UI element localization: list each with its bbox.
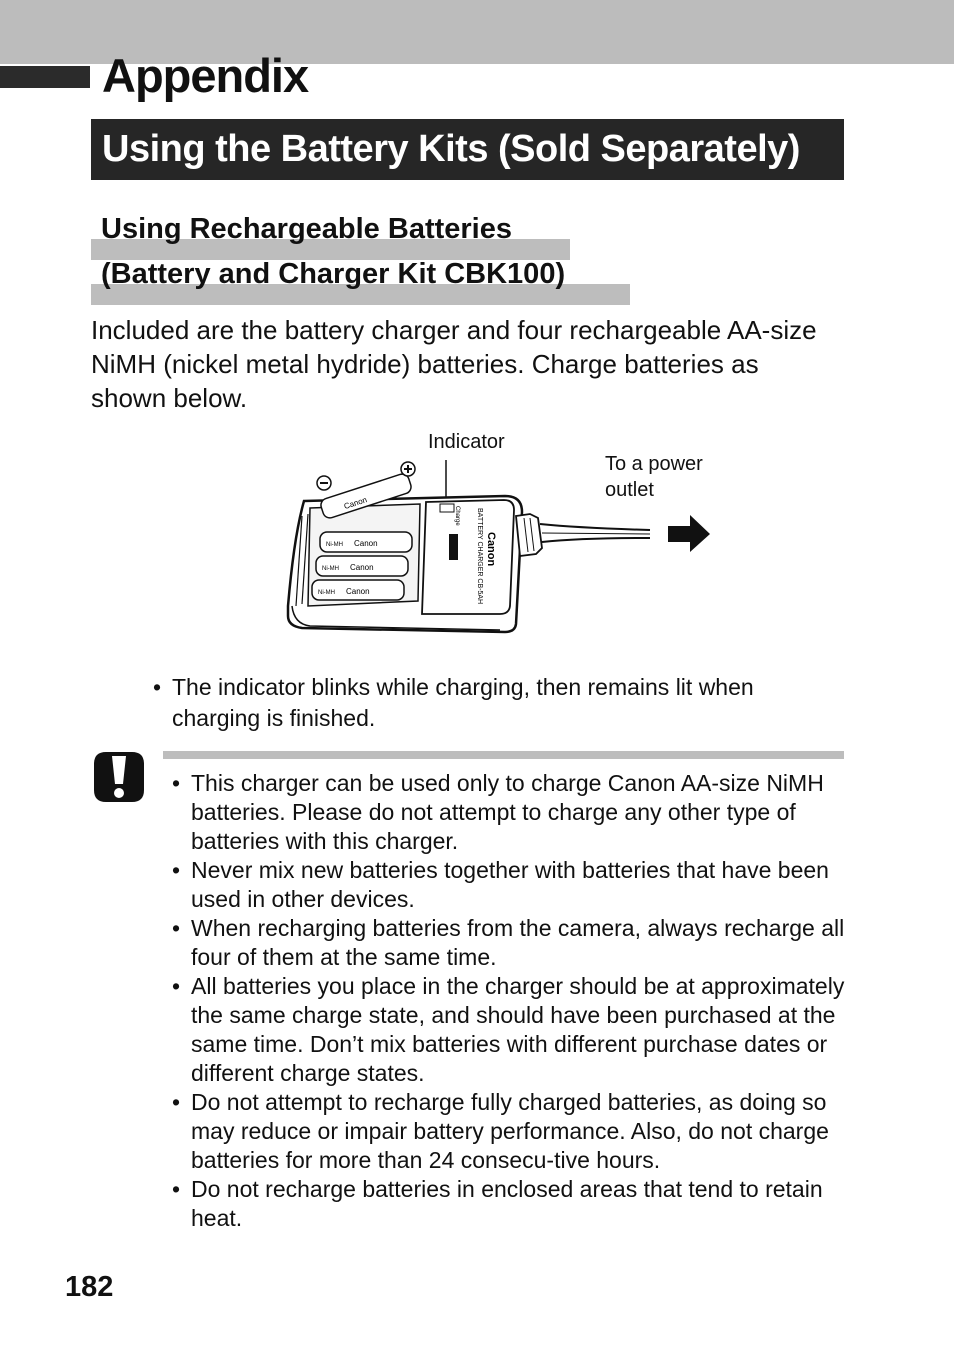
svg-text:Canon: Canon [350,563,374,572]
minus-polarity-icon [317,476,331,490]
svg-text:Canon: Canon [342,495,369,512]
list-item: • Do not recharge batteries in enclosed areas that tend to retain heat. [172,1176,823,1231]
charger-brand-text: Canon [485,532,497,567]
subsection-title-line-1: Using Rechargeable Batteries [91,214,512,260]
battery [320,532,412,552]
section-title: Using the Battery Kits (Sold Separately) [91,119,844,180]
svg-text:Canon: Canon [354,539,378,548]
svg-text:Canon: Canon [346,587,370,596]
charge-text: Charge [454,506,460,526]
indicator-label: Indicator [428,431,505,453]
list-item: • Do not attempt to recharge fully charged batteries, as doing so may reduce or impair battery performance. Also, do not charge batteries for more than 24 consecu-tive hours. [172,1089,829,1173]
battery [316,556,408,576]
page-number: 182 [65,1271,114,1303]
svg-text:Ni-MH: Ni-MH [318,590,335,596]
list-item: • All batteries you place in the charger should be at approximately the same charge state, and should have been purchased at the same time. Don’t mix batteries with different purchase dates or different charge states. [172,973,845,1086]
list-item: • This charger can be used only to charge Canon AA-size NiMH batteries. Please do not attempt to charge any other type of batteries with this charger. [172,770,824,854]
battery [312,580,404,600]
outlet-label: To a power outlet [605,453,703,501]
charger-model-text: BATTERY CHARGER CB-5AH [476,508,483,605]
bullet-glyph: • [153,674,162,700]
indicator-note: • The indicator blinks while charging, then remains lit when charging is finished. [153,674,754,731]
svg-text:Ni-MH: Ni-MH [326,542,343,548]
page-title: Appendix [102,49,309,102]
svg-text:Ni-MH: Ni-MH [322,566,339,572]
list-item: • When recharging batteries from the camera, always recharge all four of them at the same time. [172,915,845,970]
list-item: • Never mix new batteries together with batteries that have been used in other devices. [172,857,829,912]
intro-paragraph: Included are the battery charger and four rechargeable AA-size NiMH (nickel metal hydride) batteries. Charge batteries as shown below. [91,315,817,413]
caution-list [172,769,852,1233]
charger-illustration [280,456,720,636]
caution-icon [92,750,146,804]
subsection-title-line-2: (Battery and Charger Kit CBK100) [91,259,565,305]
title-marker-bar [0,66,90,88]
plus-polarity-icon [401,462,415,476]
caution-divider [163,751,844,759]
arrow-right-icon [668,515,710,552]
